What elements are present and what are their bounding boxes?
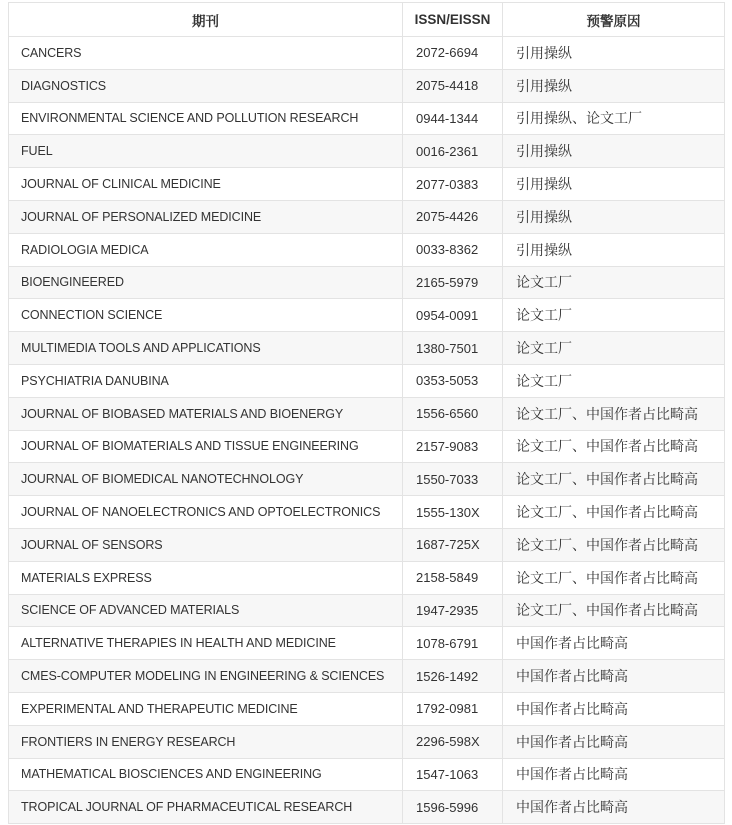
journal-cell: SCIENCE OF ADVANCED MATERIALS — [9, 595, 403, 627]
table-row — [9, 103, 725, 136]
reason-cell: 中国作者占比畸高 — [503, 759, 725, 791]
issn-cell: 2077-0383 — [403, 168, 503, 200]
table-row — [9, 627, 725, 660]
issn-cell: 1550-7033 — [403, 463, 503, 495]
journal-cell: JOURNAL OF BIOBASED MATERIALS AND BIOENERGY — [9, 398, 403, 430]
table-row — [9, 70, 725, 103]
reason-cell: 中国作者占比畸高 — [503, 660, 725, 692]
table-row — [9, 562, 725, 595]
journal-cell: TROPICAL JOURNAL OF PHARMACEUTICAL RESEARCH — [9, 791, 403, 823]
issn-cell: 2075-4418 — [403, 70, 503, 102]
issn-cell: 1556-6560 — [403, 398, 503, 430]
reason-cell: 论文工厂、中国作者占比畸高 — [503, 496, 725, 528]
table-row — [9, 365, 725, 398]
journal-cell: MATHEMATICAL BIOSCIENCES AND ENGINEERING — [9, 759, 403, 791]
reason-cell: 论文工厂、中国作者占比畸高 — [503, 398, 725, 430]
reason-cell: 论文工厂、中国作者占比畸高 — [503, 562, 725, 594]
issn-cell: 0944-1344 — [403, 103, 503, 135]
issn-cell: 2296-598X — [403, 726, 503, 758]
journal-cell: EXPERIMENTAL AND THERAPEUTIC MEDICINE — [9, 693, 403, 725]
reason-cell: 论文工厂、中国作者占比畸高 — [503, 463, 725, 495]
table-row — [9, 201, 725, 234]
table-row — [9, 431, 725, 464]
issn-cell: 2157-9083 — [403, 431, 503, 463]
reason-cell: 引用操纵 — [503, 37, 725, 69]
journal-cell: JOURNAL OF BIOMATERIALS AND TISSUE ENGINEERING — [9, 431, 403, 463]
reason-cell: 引用操纵 — [503, 70, 725, 102]
reason-cell: 引用操纵 — [503, 201, 725, 233]
issn-cell: 1547-1063 — [403, 759, 503, 791]
table-row — [9, 496, 725, 529]
header-issn: ISSN/EISSN — [403, 3, 503, 36]
table-row — [9, 595, 725, 628]
journal-cell: FRONTIERS IN ENERGY RESEARCH — [9, 726, 403, 758]
journal-cell: CMES-COMPUTER MODELING IN ENGINEERING & SCIENCES — [9, 660, 403, 692]
reason-cell: 论文工厂 — [503, 365, 725, 397]
journal-warning-table — [8, 2, 725, 824]
reason-cell: 论文工厂、中国作者占比畸高 — [503, 431, 725, 463]
reason-cell: 论文工厂 — [503, 267, 725, 299]
issn-cell: 1792-0981 — [403, 693, 503, 725]
journal-cell: JOURNAL OF CLINICAL MEDICINE — [9, 168, 403, 200]
reason-cell: 论文工厂、中国作者占比畸高 — [503, 595, 725, 627]
table-row — [9, 529, 725, 562]
issn-cell: 0033-8362 — [403, 234, 503, 266]
journal-cell: RADIOLOGIA MEDICA — [9, 234, 403, 266]
journal-cell: BIOENGINEERED — [9, 267, 403, 299]
journal-cell: FUEL — [9, 135, 403, 167]
table-header-row — [9, 3, 725, 37]
issn-cell: 1596-5996 — [403, 791, 503, 823]
table-row — [9, 299, 725, 332]
issn-cell: 2158-5849 — [403, 562, 503, 594]
issn-cell: 1078-6791 — [403, 627, 503, 659]
issn-cell: 1947-2935 — [403, 595, 503, 627]
journal-cell: CANCERS — [9, 37, 403, 69]
journal-cell: MATERIALS EXPRESS — [9, 562, 403, 594]
table-row — [9, 234, 725, 267]
issn-cell: 1380-7501 — [403, 332, 503, 364]
issn-cell: 2165-5979 — [403, 267, 503, 299]
reason-cell: 中国作者占比畸高 — [503, 627, 725, 659]
reason-cell: 中国作者占比畸高 — [503, 791, 725, 823]
issn-cell: 1555-130X — [403, 496, 503, 528]
journal-cell: PSYCHIATRIA DANUBINA — [9, 365, 403, 397]
issn-cell: 1687-725X — [403, 529, 503, 561]
table-row — [9, 660, 725, 693]
journal-cell: ALTERNATIVE THERAPIES IN HEALTH AND MEDICINE — [9, 627, 403, 659]
issn-cell: 1526-1492 — [403, 660, 503, 692]
reason-cell: 引用操纵、论文工厂 — [503, 103, 725, 135]
journal-cell: MULTIMEDIA TOOLS AND APPLICATIONS — [9, 332, 403, 364]
issn-cell: 0353-5053 — [403, 365, 503, 397]
issn-cell: 2072-6694 — [403, 37, 503, 69]
table-row — [9, 267, 725, 300]
table-body — [9, 37, 725, 824]
reason-cell: 中国作者占比畸高 — [503, 726, 725, 758]
reason-cell: 引用操纵 — [503, 168, 725, 200]
table-row — [9, 37, 725, 70]
header-journal: 期刊 — [9, 3, 403, 36]
journal-cell: DIAGNOSTICS — [9, 70, 403, 102]
table-row — [9, 135, 725, 168]
issn-cell: 0016-2361 — [403, 135, 503, 167]
reason-cell: 引用操纵 — [503, 135, 725, 167]
reason-cell: 引用操纵 — [503, 234, 725, 266]
issn-cell: 0954-0091 — [403, 299, 503, 331]
header-reason: 预警原因 — [503, 3, 725, 36]
table-row — [9, 168, 725, 201]
table-row — [9, 463, 725, 496]
reason-cell: 中国作者占比畸高 — [503, 693, 725, 725]
journal-cell: JOURNAL OF NANOELECTRONICS AND OPTOELECTRONICS — [9, 496, 403, 528]
table-row — [9, 791, 725, 824]
reason-cell: 论文工厂 — [503, 299, 725, 331]
reason-cell: 论文工厂、中国作者占比畸高 — [503, 529, 725, 561]
reason-cell: 论文工厂 — [503, 332, 725, 364]
table-row — [9, 759, 725, 792]
table-row — [9, 398, 725, 431]
table-row — [9, 726, 725, 759]
table-row — [9, 693, 725, 726]
journal-cell: JOURNAL OF SENSORS — [9, 529, 403, 561]
issn-cell: 2075-4426 — [403, 201, 503, 233]
table-row — [9, 332, 725, 365]
journal-cell: JOURNAL OF PERSONALIZED MEDICINE — [9, 201, 403, 233]
journal-cell: ENVIRONMENTAL SCIENCE AND POLLUTION RESEARCH — [9, 103, 403, 135]
journal-cell: JOURNAL OF BIOMEDICAL NANOTECHNOLOGY — [9, 463, 403, 495]
journal-cell: CONNECTION SCIENCE — [9, 299, 403, 331]
